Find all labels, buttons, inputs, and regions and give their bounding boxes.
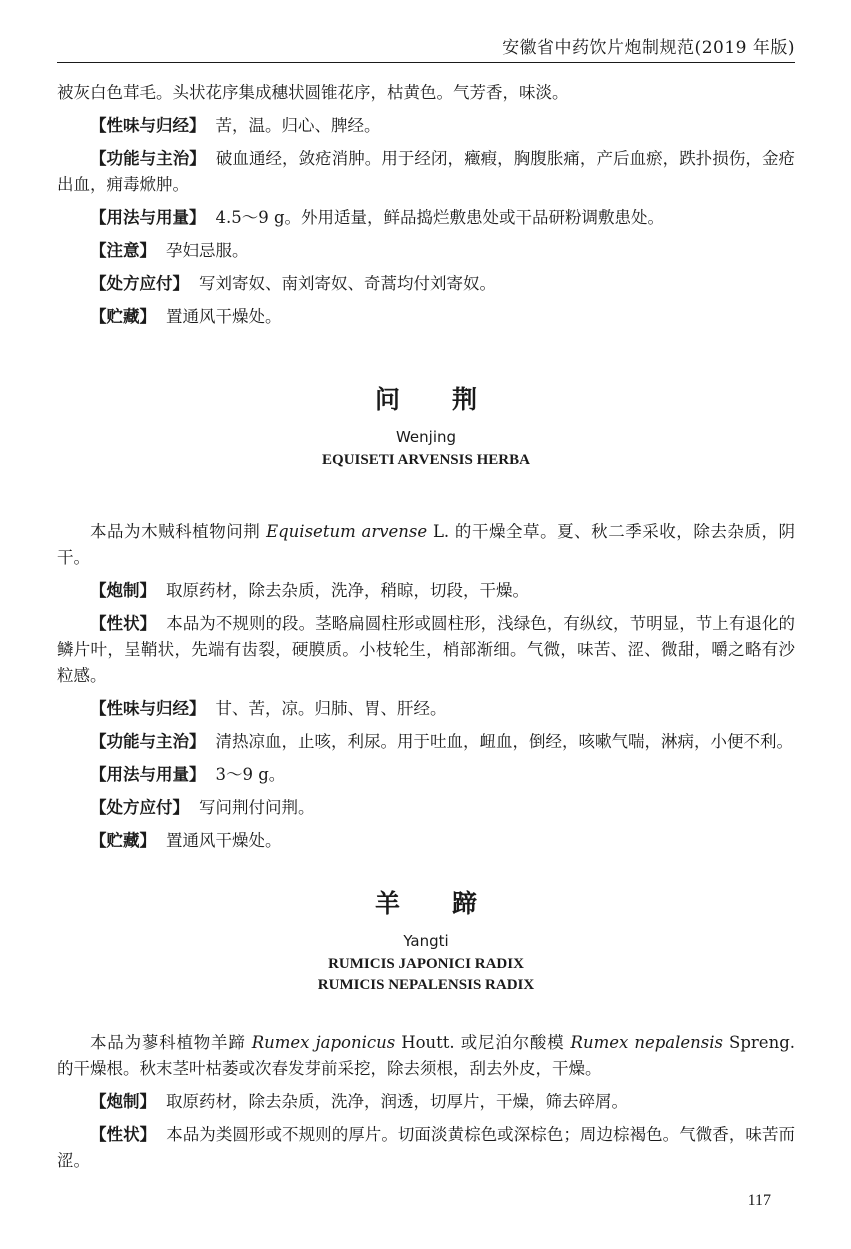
entry-label: 【注意】 (90, 241, 156, 260)
prev-entry (57, 205, 795, 231)
entry-label: 【性味与归经】 (90, 116, 206, 135)
entry-text: 写问荆付问荆。 (199, 798, 315, 817)
prev-entry (57, 271, 795, 297)
entry-label: 【贮藏】 (90, 307, 156, 326)
intro-text: 本品为蓼科植物羊蹄 (90, 1033, 252, 1052)
monograph-intro (57, 519, 795, 571)
prev-monograph (57, 80, 795, 330)
title-char: 问 (374, 385, 400, 414)
entry-text: 取原药材，除去杂质，洗净，润透，切厚片，干燥，筛去碎屑。 (166, 1092, 628, 1111)
monograph-entry (57, 578, 795, 604)
prev-entry (57, 238, 795, 264)
prev-entry (57, 304, 795, 330)
intro-text: Spreng. 的干燥根。秋末茎叶枯萎或次春发芽前采挖，除去须根，刮去外皮，干燥。 (57, 1033, 796, 1078)
monograph-entry (57, 795, 795, 821)
monograph-title (57, 380, 795, 416)
monograph-entry (57, 1089, 795, 1115)
entry-text: 破血通经，敛疮消肿。用于经闭，癥瘕，胸腹胀痛，产后血瘀，跌扑损伤，金疮出血，痈毒焮肿。 (57, 149, 796, 194)
header-title: 安徽省中药饮片炮制规范(2019 年版) (502, 38, 795, 58)
monograph-entry (57, 1122, 795, 1174)
species-name: Equisetum arvense (266, 522, 428, 541)
monograph-pinyin: Yangti (403, 932, 449, 950)
entry-text: 置通风干燥处。 (166, 831, 282, 850)
monograph-entry (57, 762, 795, 788)
entry-label: 【处方应付】 (90, 798, 189, 817)
entry-label: 【性味与归经】 (90, 699, 206, 718)
running-header (57, 30, 795, 63)
monograph-wenjing (57, 380, 795, 854)
entry-text: 本品为不规则的段。茎略扁圆柱形或圆柱形，浅绿色，有纵纹，节明显，节上有退化的鳞片叶，呈鞘状，先端有齿裂，硬膜质。小枝轮生，梢部渐细。气微，味苦、涩、微甜，嚼之略有沙粒感。 (57, 614, 796, 685)
monograph-yangti (57, 884, 795, 1174)
page-content (57, 80, 795, 1174)
species-name: Rumex nepalensis (570, 1033, 724, 1052)
entry-label: 【炮制】 (90, 1092, 156, 1111)
page-number: 117 (747, 1192, 771, 1209)
title-char: 荆 (452, 385, 478, 414)
monograph-entry (57, 729, 795, 755)
entry-text: 取原药材，除去杂质，洗净，稍晾，切段，干燥。 (166, 581, 529, 600)
entry-text: 甘、苦，凉。归肺、胃、肝经。 (215, 699, 447, 718)
entry-label: 【用法与用量】 (90, 765, 206, 784)
entry-label: 【贮藏】 (90, 831, 156, 850)
title-char: 羊 (374, 889, 400, 918)
entry-text: 苦，温。归心、脾经。 (215, 116, 381, 135)
monograph-entry (57, 696, 795, 722)
species-name: Rumex japonicus (251, 1033, 396, 1052)
entry-label: 【性状】 (90, 614, 157, 633)
entry-text: 清热凉血，止咳，利尿。用于吐血，衄血，倒经，咳嗽气喘，淋病，小便不利。 (215, 732, 793, 751)
monograph-latin-name: RUMICIS JAPONICI RADIX (328, 956, 524, 972)
monograph-entry (57, 828, 795, 854)
entry-label: 【功能与主治】 (90, 149, 206, 168)
monograph-intro (57, 1030, 795, 1082)
entry-text: 置通风干燥处。 (166, 307, 282, 326)
entry-text: 4.5～9 g。外用适量，鲜品捣烂敷患处或干品研粉调敷患处。 (215, 208, 665, 227)
entry-label: 【功能与主治】 (90, 732, 206, 751)
monograph-pinyin: Wenjing (395, 428, 457, 446)
entry-label: 【炮制】 (90, 581, 156, 600)
monograph-latin-name: RUMICIS NEPALENSIS RADIX (317, 977, 535, 993)
prev-entry (57, 113, 795, 139)
intro-text: Houtt. 或尼泊尔酸模 (395, 1033, 571, 1052)
entry-label: 【性状】 (90, 1125, 157, 1144)
monograph-latin-name: EQUISETI ARVENSIS HERBA (322, 452, 530, 468)
prev-continuation: 被灰白色茸毛。头状花序集成穗状圆锥花序，枯黄色。气芳香，味淡。 (57, 83, 569, 102)
entry-label: 【处方应付】 (90, 274, 189, 293)
entry-text: 写刘寄奴、南刘寄奴、奇蒿均付刘寄奴。 (199, 274, 496, 293)
entry-text: 3～9 g。 (215, 765, 286, 784)
intro-text: 本品为木贼科植物问荆 (90, 522, 267, 541)
prev-entry (57, 146, 795, 198)
monograph-title (57, 884, 795, 920)
monograph-entry (57, 611, 795, 689)
entry-text: 孕妇忌服。 (166, 241, 249, 260)
entry-text: 本品为类圆形或不规则的厚片。切面淡黄棕色或深棕色；周边棕褐色。气微香，味苦而涩。 (57, 1125, 796, 1170)
title-char: 蹄 (452, 889, 478, 918)
intro-text: L. 的干燥全草。夏、秋二季采收，除去杂质，阴干。 (57, 522, 795, 567)
entry-label: 【用法与用量】 (90, 208, 206, 227)
